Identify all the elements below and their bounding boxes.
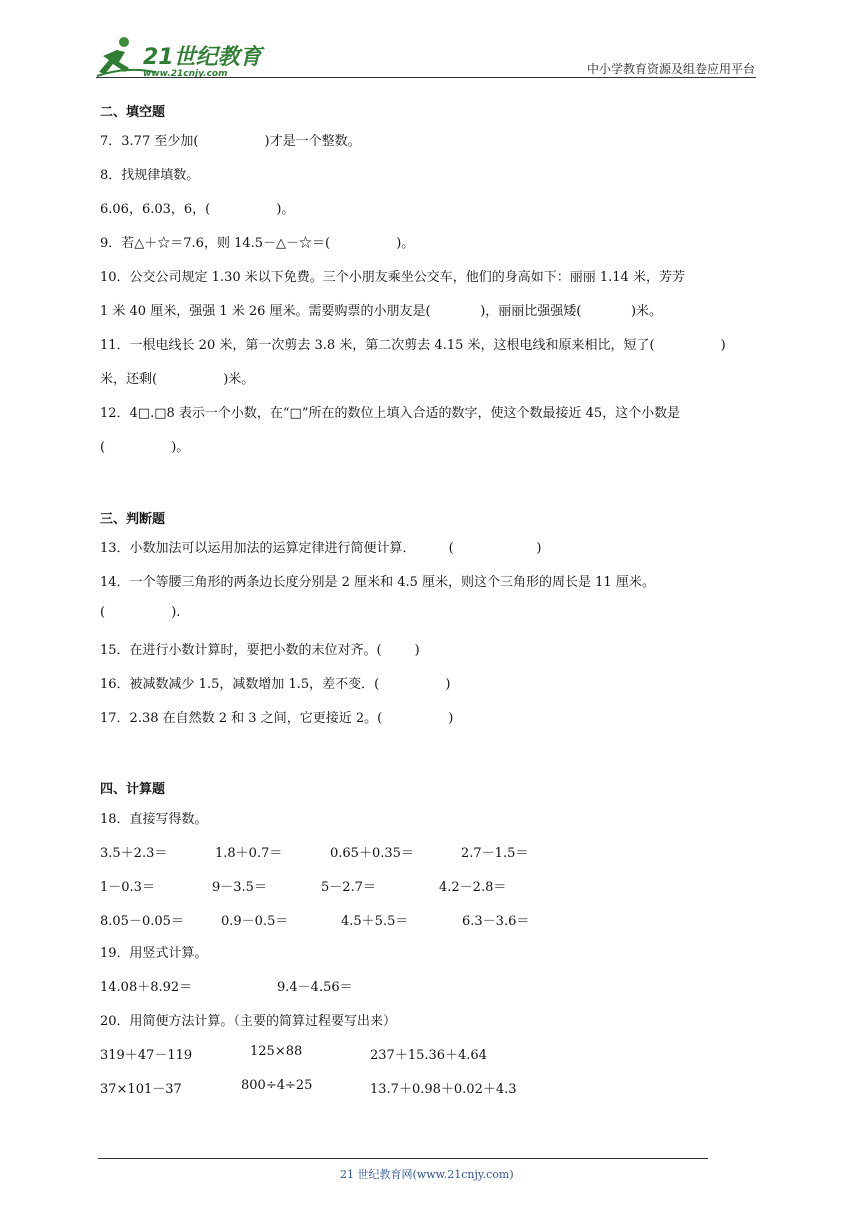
section-judge-heading: 三、判断题 bbox=[100, 512, 166, 527]
calc-expression: 6.3－3.6＝ bbox=[462, 914, 530, 929]
calc-expression: 14.08＋8.92＝ bbox=[100, 980, 193, 995]
logo-url: www.21cnjy.com bbox=[143, 69, 228, 79]
question-line: 18．直接写得数。 bbox=[100, 812, 208, 827]
question-line: 19．用竖式计算。 bbox=[100, 946, 208, 961]
header-divider bbox=[96, 77, 756, 78]
calc-expression: 2.7－1.5＝ bbox=[461, 846, 529, 861]
calc-expression: 0.65＋0.35＝ bbox=[330, 846, 414, 861]
calc-expression: 37×101－37 bbox=[100, 1082, 182, 1097]
calc-expression: 9－3.5＝ bbox=[212, 880, 267, 895]
footer-text: 21 世纪教育网(www.21cnjy.com) bbox=[340, 1168, 514, 1181]
footer-divider bbox=[98, 1158, 708, 1159]
calc-expression: 3.5＋2.3＝ bbox=[100, 846, 168, 861]
question-line: 17．2.38 在自然数 2 和 3 之间，它更接近 2。( ) bbox=[100, 711, 454, 726]
question-line: 8．找规律填数。 bbox=[100, 168, 200, 183]
calc-expression: 13.7＋0.98＋0.02＋4.3 bbox=[370, 1082, 517, 1097]
question-line: ( ). bbox=[100, 605, 181, 620]
calc-expression: 9.4－4.56＝ bbox=[277, 980, 353, 995]
question-line: 16．被减数减少 1.5，减数增加 1.5，差不变．( ) bbox=[100, 677, 451, 692]
section-fill-heading: 二、填空题 bbox=[100, 105, 166, 120]
calc-expression: 5－2.7＝ bbox=[321, 880, 376, 895]
question-line: 12．4□.□8 表示一个小数，在“□”所在的数位上填入合适的数字，使这个数最接近 45，这个小数是 bbox=[100, 406, 681, 421]
calc-expression: 237＋15.36＋4.64 bbox=[370, 1048, 487, 1063]
question-line: 10．公交公司规定 1.30 米以下免费。三个小朋友乘坐公交车，他们的身高如下：丽丽 1.14 米，芳芳 bbox=[100, 270, 685, 285]
brand-logo bbox=[95, 34, 265, 80]
question-line: 6.06，6.03，6，( )。 bbox=[100, 202, 295, 217]
question-line: 米，还剩( )米。 bbox=[100, 372, 255, 387]
logo-title: 21世纪教育 bbox=[143, 45, 262, 70]
calc-expression: 8.05－0.05＝ bbox=[100, 914, 184, 929]
calc-expression: 0.9－0.5＝ bbox=[221, 914, 289, 929]
calc-expression: 125×88 bbox=[250, 1044, 303, 1059]
calc-expression: 1.8＋0.7＝ bbox=[215, 846, 283, 861]
question-line: 9．若△＋☆＝7.6，则 14.5－△－☆＝( )。 bbox=[100, 236, 415, 251]
header-platform-text: 中小学教育资源及组卷应用平台 bbox=[586, 62, 755, 76]
question-line: 20．用简便方法计算。（主要的简算过程要写出来） bbox=[100, 1014, 397, 1029]
question-line: 13．小数加法可以运用加法的运算定律进行简便计算． ( ) bbox=[100, 541, 542, 556]
question-line: 11．一根电线长 20 米，第一次剪去 3.8 米，第二次剪去 4.15 米，这根电线和原来相比，短了( ) bbox=[100, 338, 726, 353]
question-line: 15．在进行小数计算时，要把小数的末位对齐。( ) bbox=[100, 643, 420, 658]
calc-expression: 4.5＋5.5＝ bbox=[341, 914, 409, 929]
calc-expression: 4.2－2.8＝ bbox=[439, 880, 507, 895]
runner-logo-icon bbox=[95, 34, 265, 80]
section-calc-heading: 四、计算题 bbox=[100, 782, 166, 797]
question-line: 7．3.77 至少加( )才是一个整数。 bbox=[100, 134, 361, 149]
calc-expression: 1－0.3＝ bbox=[100, 880, 155, 895]
calc-expression: 800÷4÷25 bbox=[241, 1078, 313, 1093]
question-line: 14．一个等腰三角形的两条边长度分别是 2 厘米和 4.5 厘米，则这个三角形的周长是 11 厘米。 bbox=[100, 575, 655, 590]
question-line: 1 米 40 厘米，强强 1 米 26 厘米。需要购票的小朋友是( )，丽丽比强强矮( )米。 bbox=[100, 304, 663, 319]
question-line: ( )。 bbox=[100, 440, 190, 455]
calc-expression: 319＋47－119 bbox=[100, 1048, 193, 1063]
